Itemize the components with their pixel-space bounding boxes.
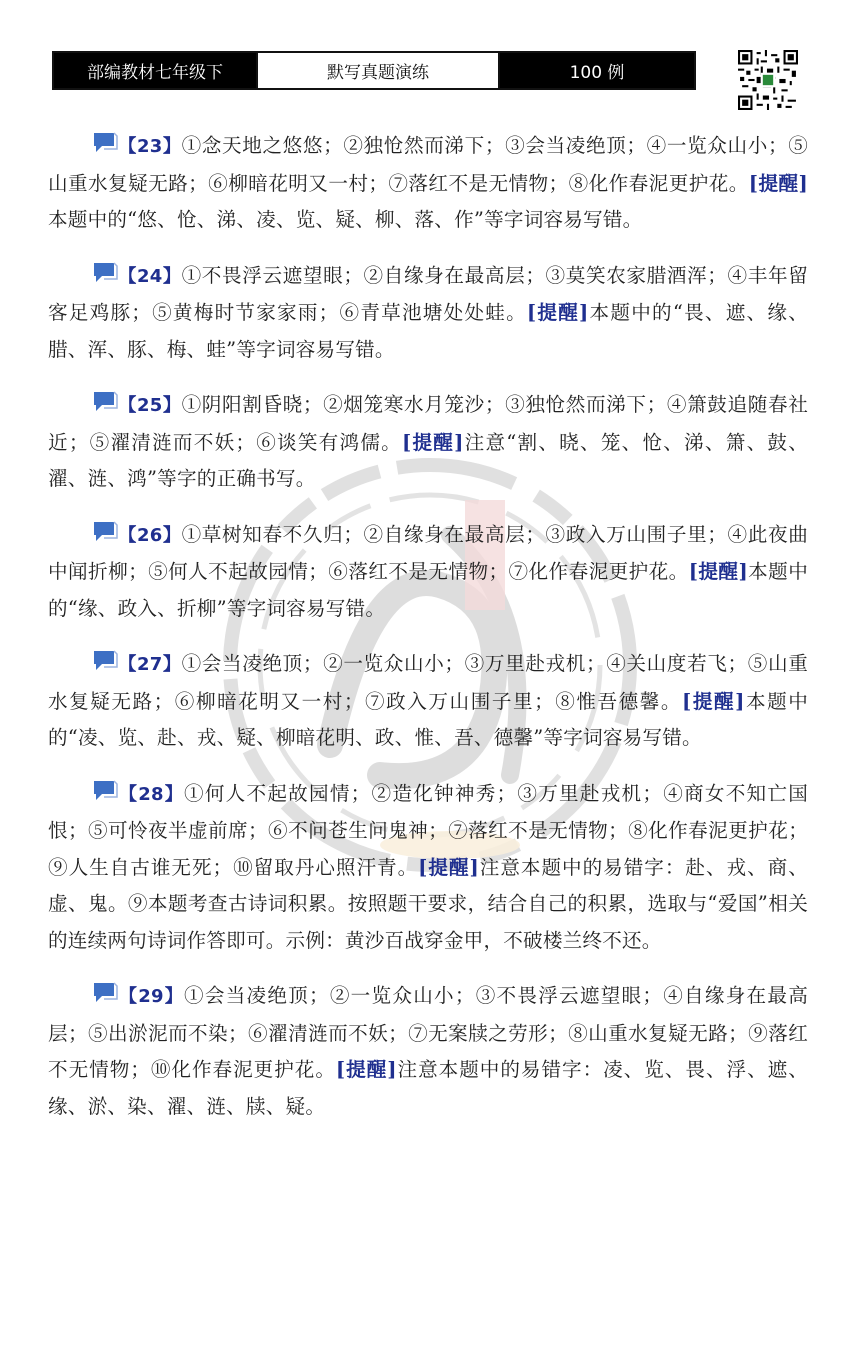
speech-bubble-icon <box>92 981 118 1003</box>
header-bar <box>52 51 696 90</box>
tip-label: [提醒] <box>748 171 809 195</box>
answer-entry <box>48 776 808 960</box>
answer-list <box>48 128 808 1144</box>
entry-answers: ①何人不起故园情；②造化钟神秀；③万里赴戎机；④商女不知亡国恨；⑤可怜夜半虚前席；⑥不问苍生问鬼神；⑦落红不是无情物；⑧化作春泥更护花；⑨人生自古谁无死；⑩留取丹心照汗青。 <box>48 781 808 879</box>
speech-bubble-icon <box>92 390 118 412</box>
tip-text: 注意本题中的易错字：赴、戎、商、虚、鬼。⑨本题考查古诗词积累。按照题干要求，结合自己的积累，选取与“爱国”相关的连续两句诗词作答即可。示例：黄沙百战穿金甲，不破楼兰终不还。 <box>48 855 808 952</box>
tip-text: 本题中的“悠、怆、涕、凌、览、疑、柳、落、作”等字词容易写错。 <box>48 208 643 231</box>
tip-text: 本题中的“凌、览、赴、戎、疑、柳暗花明、政、惟、吾、德馨”等字词容易写错。 <box>48 689 809 749</box>
entry-number: 【28】 <box>118 783 185 805</box>
speech-bubble-icon <box>92 520 118 542</box>
header-count: 100 例 <box>500 53 694 88</box>
answer-entry <box>48 978 808 1125</box>
tip-text: 注意“割、晓、笼、怆、涕、箫、鼓、濯、涟、鸿”等字的正确书写。 <box>48 430 809 490</box>
tip-label: [提醒] <box>682 689 745 713</box>
tip-label: [提醒] <box>526 301 589 324</box>
entry-answers: ①阴阳割昏晓；②烟笼寒水月笼沙；③独怆然而涕下；④箫鼓追随春社近；⑤濯清涟而不妖；⑥谈笑有鸿儒。 <box>48 393 808 454</box>
entry-number: 【25】 <box>118 395 182 416</box>
entry-answers: ①会当凌绝顶；②一览众山小；③不畏浮云遮望眼；④自缘身在最高层；⑤出淤泥而不染；⑥濯清涟而不妖；⑦无案牍之劳形；⑧山重水复疑无路；⑨落红不无情物；⑩化作春泥更护花。 <box>48 984 808 1081</box>
answer-entry <box>48 128 808 239</box>
tip-text: 本题中的“缘、政入、折柳”等字词容易写错。 <box>48 560 808 620</box>
tip-label: [提醒] <box>418 855 479 879</box>
tip-label: [提醒] <box>335 1058 397 1081</box>
entry-answers: ①草树知春不久归；②自缘身在最高层；③政入万山围子里；④此夜曲中闻折柳；⑤何人不起故园情；⑥落红不是无情物；⑦化作春泥更护花。 <box>48 522 808 583</box>
entry-number: 【29】 <box>118 986 185 1007</box>
header-grade: 部编教材七年级下 <box>54 53 256 88</box>
entry-answers: ①会当凌绝顶；②一览众山小；③万里赴戎机；④关山度若飞；⑤山重水复疑无路；⑥柳暗花明又一村；⑦政入万山围子里；⑧惟吾德馨。 <box>48 652 808 713</box>
speech-bubble-icon <box>92 649 118 671</box>
answer-entry <box>48 646 808 757</box>
tip-text: 本题中的“畏、遮、缘、腊、浑、豚、梅、蛙”等字词容易写错。 <box>48 301 808 361</box>
entry-number: 【27】 <box>118 654 182 675</box>
entry-answers: ①不畏浮云遮望眼；②自缘身在最高层；③莫笑农家腊酒浑；④丰年留客足鸡豚；⑤黄梅时节家家雨；⑥青草池塘处处蛙。 <box>48 263 808 324</box>
entry-number: 【23】 <box>118 136 182 157</box>
answer-entry <box>48 517 808 628</box>
entry-answers: ①念天地之悠悠；②独怆然而涕下；③会当凌绝顶；④一览众山小；⑤山重水复疑无路；⑥柳暗花明又一村；⑦落红不是无情物；⑧化作春泥更护花。 <box>48 134 808 195</box>
tip-label: [提醒] <box>401 430 464 454</box>
tip-text: 注意本题中的易错字：凌、览、畏、浮、遮、缘、淤、染、濯、涟、牍、疑。 <box>48 1058 808 1118</box>
speech-bubble-icon <box>92 131 118 153</box>
answer-entry <box>48 387 808 498</box>
entry-number: 【26】 <box>118 524 182 546</box>
entry-number: 【24】 <box>118 265 182 287</box>
header-title: 默写真题演练 <box>256 53 500 88</box>
speech-bubble-icon <box>92 261 118 283</box>
speech-bubble-icon <box>92 779 118 801</box>
answer-entry <box>48 258 808 369</box>
tip-label: [提醒] <box>688 560 748 583</box>
qr-code-icon <box>738 50 798 110</box>
